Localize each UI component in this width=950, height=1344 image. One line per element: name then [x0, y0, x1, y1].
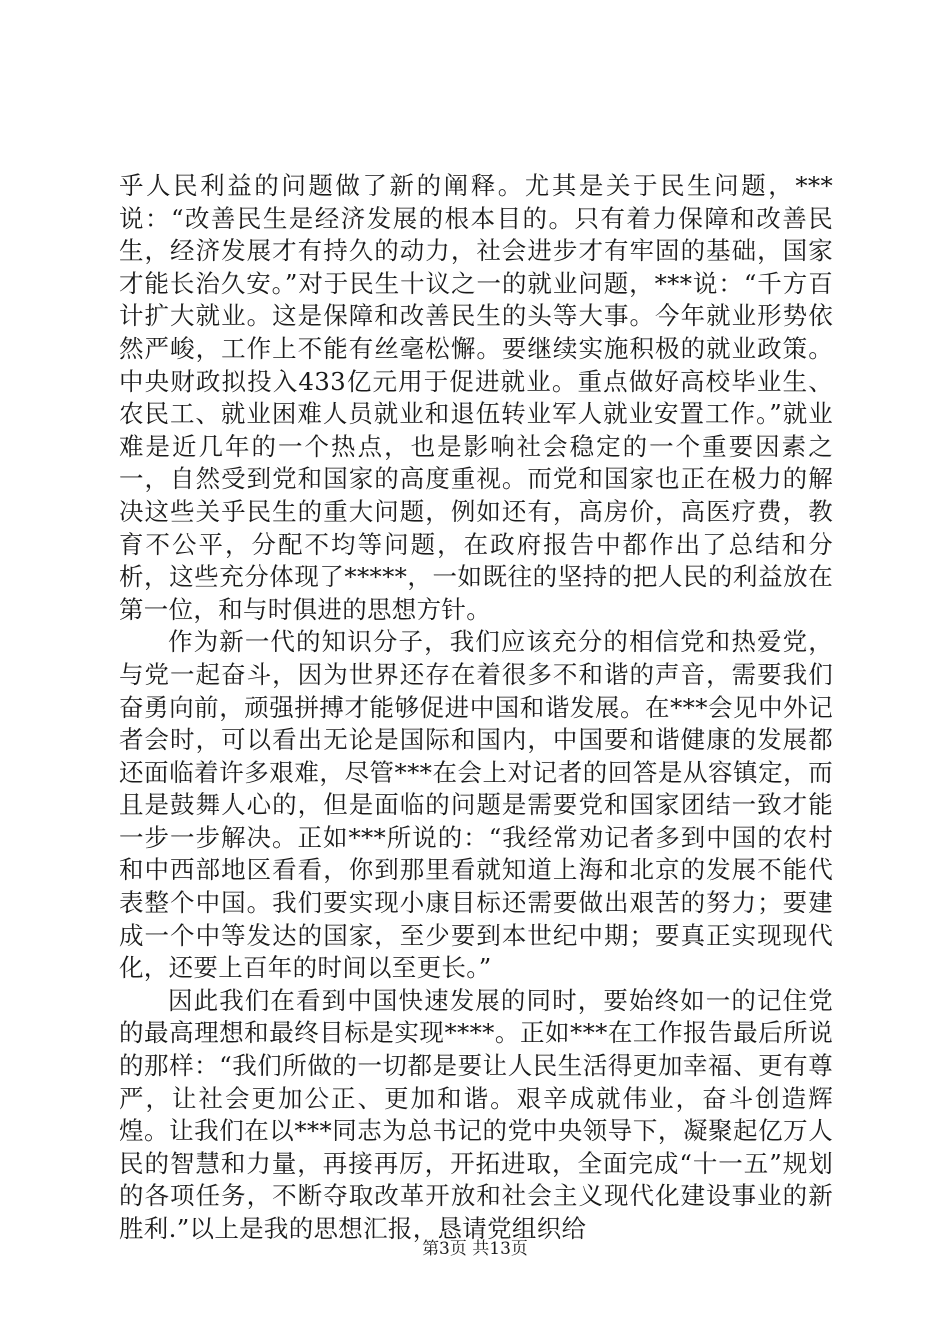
paragraph-conclusion: 因此我们在看到中国快速发展的同时，要始终如一的记住党的最高理想和最终目标是实现****。正如***在工作报告最后所说的那样：“我们所做的一切都是要让人民生活得更加幸福、更有尊严，让社会更加公正、更加和谐。艰辛成就伟业，奋斗创造辉煌。让我们在以***同志为总书记的党中央领导下，凝聚起亿万人民的智慧和力量，再接再厉，开拓进取，全面完成“十一五”规划的各项任务，不断夺取改革开放和社会主义现代化建设事业的新胜利.”以上是我的思想汇报，恳请党组织给: [119, 985, 833, 1243]
paragraph-intellectuals: 作为新一代的知识分子，我们应该充分的相信党和热爱党，与党一起奋斗，因为世界还存在着很多不和谐的声音，需要我们奋勇向前，顽强拼搏才能够促进中国和谐发展。在***会见中外记者会时，可以看出无论是国际和国内，中国要和谐健康的发展都还面临着许多艰难，尽管***在会上对记者的回答是从容镇定，而且是鼓舞人心的，但是面临的问题是需要党和国家团结一致才能一步一步解决。正如***所说的：“我经常劝记者多到中国的农村和中西部地区看看，你到那里看就知道上海和北京的发展不能代表整个中国。我们要实现小康目标还需要做出艰苦的努力；要建成一个中等发达的国家，至少要到本世纪中期；要真正实现现代化，还要上百年的时间以至更长。”: [119, 627, 833, 983]
document-body: [119, 170, 833, 1246]
paragraph-continuation: 乎人民利益的问题做了新的阐释。尤其是关于民生问题，***说：“改善民生是经济发展的根本目的。只有着力保障和改善民生，经济发展才有持久的动力，社会进步才有牢固的基础，国家才能长治久安。”对于民生十议之一的就业问题，***说：“千方百计扩大就业。这是保障和改善民生的头等大事。今年就业形势依然严峻，工作上不能有丝毫松懈。要继续实施积极的就业政策。中央财政拟投入433亿元用于促进就业。重点做好高校毕业生、农民工、就业困难人员就业和退伍转业军人就业安置工作。”就业难是近几年的一个热点，也是影响社会稳定的一个重要因素之一，自然受到党和国家的高度重视。而党和国家也正在极力的解决这些关乎民生的重大问题，例如还有，高房价，高医疗费，教育不公平，分配不均等问题，在政府报告中都作出了总结和分析，这些充分体现了*****，一如既往的坚持的把人民的利益放在第一位，和与时俱进的思想方针。: [119, 171, 833, 624]
page-footer: 第3页 共13页: [422, 1239, 528, 1259]
